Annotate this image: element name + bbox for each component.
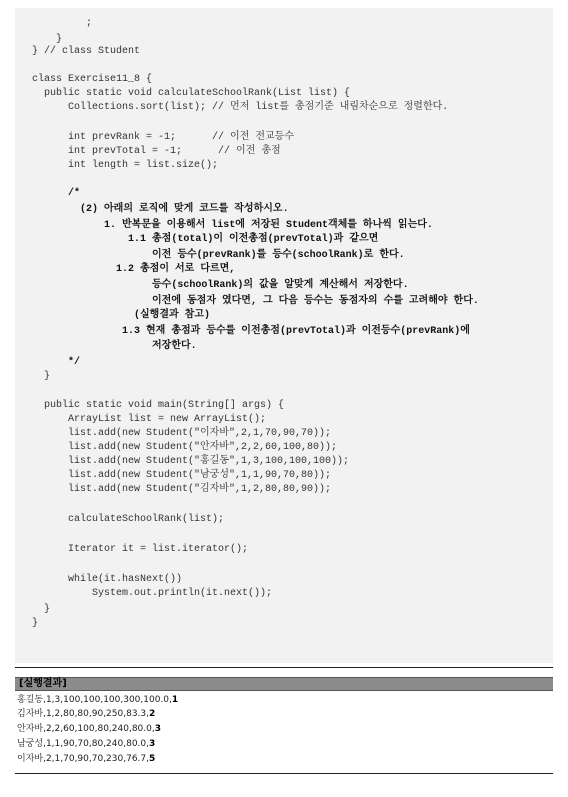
code-line: public static void calculateSchoolRank(List list) {: [32, 88, 351, 99]
code-listing: [15, 8, 553, 663]
result-row-text: 김자바,1,2,80,80,90,250,83.3,: [17, 709, 149, 719]
code-line: }: [32, 34, 63, 45]
result-row-rank: 1: [171, 695, 179, 705]
code-line: int prevTotal = -1; // 이전 총점: [32, 146, 281, 157]
code-line: Iterator it = list.iterator();: [32, 544, 249, 555]
code-line: ArrayList list = new ArrayList();: [32, 414, 267, 425]
result-row: [17, 694, 178, 706]
code-line: }: [32, 618, 39, 629]
code-line: 이전에 동점자 였다면, 그 다음 등수는 동점자의 수를 고려해야 한다.: [32, 296, 479, 307]
result-row-rank: 2: [149, 709, 156, 719]
code-line: int prevRank = -1; // 이전 전교등수: [32, 132, 294, 143]
code-line: list.add(new Student("김자바",1,2,80,80,90));: [32, 484, 332, 495]
code-line: }: [32, 604, 51, 615]
code-line: 저장한다.: [32, 341, 197, 352]
result-row-rank: 5: [149, 754, 156, 764]
result-top-rule: [15, 667, 553, 668]
code-line: while(it.hasNext()): [32, 574, 183, 585]
result-bottom-rule: [15, 773, 553, 774]
code-line: } // class Student: [32, 46, 141, 57]
result-row: [17, 708, 155, 720]
code-line: */: [32, 357, 81, 368]
code-line: 이전 등수(prevRank)를 등수(schoolRank)로 한다.: [32, 250, 405, 261]
code-line: list.add(new Student("안자바",2,2,60,100,80));: [32, 442, 338, 453]
code-line: System.out.println(it.next());: [32, 588, 273, 599]
result-row-text: 이자바,2,1,70,90,70,230,76.7,: [17, 754, 149, 764]
result-row-text: 홍길동,1,3,100,100,100,300,100.0,: [17, 695, 172, 705]
code-line: public static void main(String[] args) {: [32, 400, 285, 411]
code-line: Collections.sort(list); // 먼저 list를 총점기준 내림차순으로 정렬한다.: [32, 102, 449, 113]
code-line: 1.2 총점이 서로 다르면,: [32, 264, 236, 275]
code-line: class Exercise11_8 {: [32, 74, 153, 85]
result-title: [실행결과]: [15, 677, 553, 691]
code-line: (2) 아래의 로직에 맞게 코드를 작성하시오.: [32, 204, 289, 215]
code-line: ;: [32, 18, 93, 29]
result-row-text: 안자바,2,2,60,100,80,240,80.0,: [17, 724, 155, 734]
result-row: [17, 753, 155, 765]
code-line: 1.3 현재 총점과 등수를 이전총점(prevTotal)과 이전등수(prevRank)에: [32, 326, 470, 337]
code-line: 1.1 총점(total)이 이전총점(prevTotal)과 같으면: [32, 234, 379, 245]
code-line: calculateSchoolRank(list);: [32, 514, 225, 525]
result-row-rank: 3: [149, 739, 156, 749]
code-line: 1. 반복문을 이용해서 list에 저장된 Student객체를 하나씩 읽는다.: [32, 220, 433, 231]
code-line: }: [32, 371, 51, 382]
code-line: 등수(schoolRank)의 값을 알맞게 계산해서 저장한다.: [32, 280, 409, 291]
code-line: /*: [32, 188, 81, 199]
result-row-rank: 3: [154, 724, 161, 734]
code-line: (실행결과 참고): [32, 310, 210, 321]
result-row: [17, 723, 161, 735]
result-row: [17, 738, 155, 750]
code-line: list.add(new Student("남궁성",1,1,90,70,80));: [32, 470, 332, 481]
code-line: list.add(new Student("이자바",2,1,70,90,70));: [32, 428, 332, 439]
result-row-text: 남궁성,1,1,90,70,80,240,80.0,: [17, 739, 149, 749]
code-line: list.add(new Student("홍길동",1,3,100,100,100));: [32, 456, 350, 467]
code-line: int length = list.size();: [32, 160, 219, 171]
